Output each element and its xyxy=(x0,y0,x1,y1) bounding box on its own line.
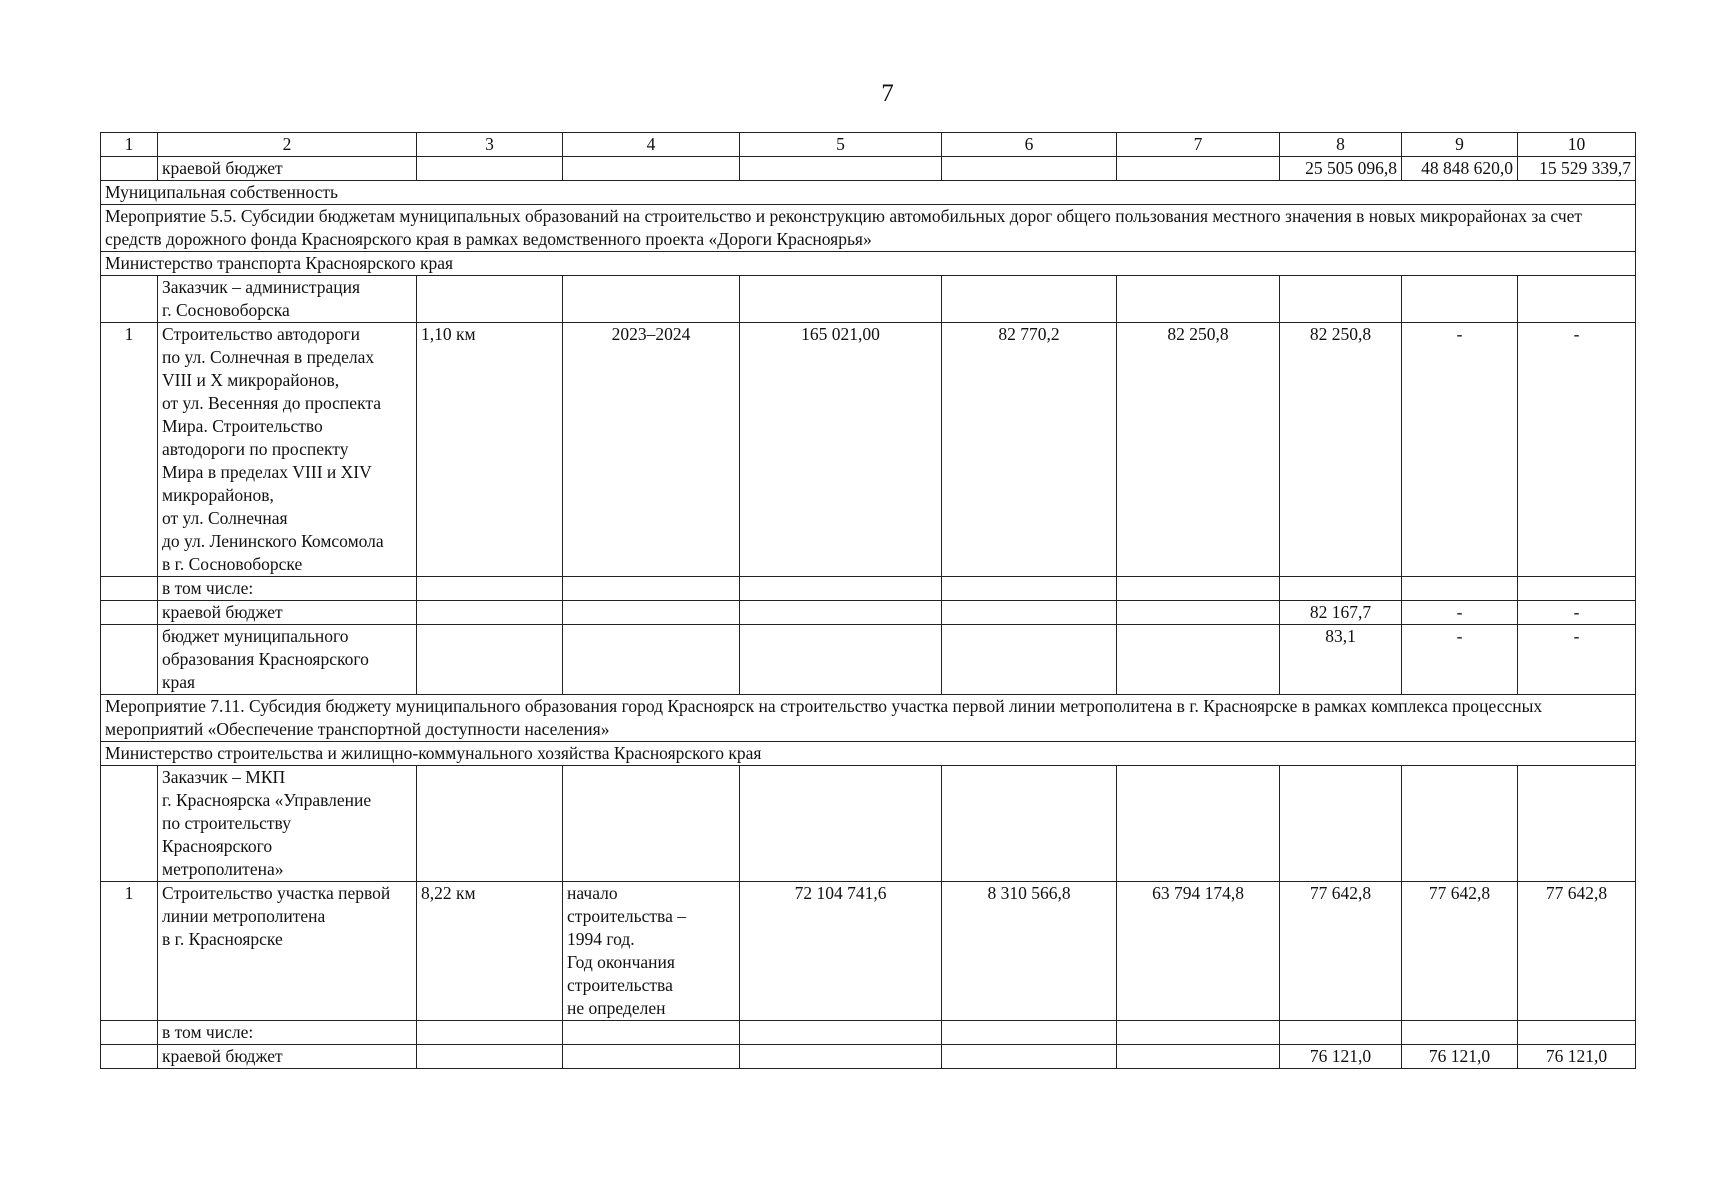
customer-label: Заказчик – администрация г. Сосновоборска xyxy=(158,276,417,323)
value-cell: 72 104 741,6 xyxy=(740,882,942,1021)
value-cell: 76 121,0 xyxy=(1280,1045,1402,1069)
budget-table xyxy=(100,132,1636,1069)
object-number: 1 xyxy=(101,882,158,1021)
value-cell: 76 121,0 xyxy=(1402,1045,1518,1069)
value-cell: 63 794 174,8 xyxy=(1117,882,1280,1021)
table-row xyxy=(101,577,1636,601)
value-cell: 15 529 339,7 xyxy=(1518,157,1636,181)
period-cell: 2023–2024 xyxy=(563,323,740,577)
table-row xyxy=(101,276,1636,323)
header-cell: 8 xyxy=(1280,133,1402,157)
value-cell: 77 642,8 xyxy=(1280,882,1402,1021)
value-cell: - xyxy=(1518,625,1636,695)
table-row xyxy=(101,1045,1636,1069)
header-cell: 5 xyxy=(740,133,942,157)
value-cell: - xyxy=(1518,323,1636,577)
object-name: Строительство автодороги по ул. Солнечная в пределах VIII и X микрорайонов, от ул. Весенняя до проспекта Мира. Строительство автодороги по проспекту Мира в пределах VIII и XIV микрорайонов, от ул. Солнечная до ул. Ленинского Комсомола в г. Сосновоборске xyxy=(158,323,417,577)
value-cell: 83,1 xyxy=(1280,625,1402,695)
header-cell: 7 xyxy=(1117,133,1280,157)
value-cell: 8 310 566,8 xyxy=(942,882,1117,1021)
section-row xyxy=(101,252,1636,276)
header-cell: 3 xyxy=(417,133,563,157)
measure-heading: Мероприятие 5.5. Субсидии бюджетам муниципальных образований на строительство и реконструкцию автомобильных дорог общего пользования местного значения в новых микрорайонах за счет средств дорожного фонда Красноярского края в рамках ведомственного проекта «Дороги Красноярья» xyxy=(101,205,1636,252)
capacity-cell: 1,10 км xyxy=(417,323,563,577)
table-row xyxy=(101,882,1636,1021)
row-label: краевой бюджет xyxy=(158,1045,417,1069)
value-cell: - xyxy=(1402,601,1518,625)
value-cell: - xyxy=(1518,601,1636,625)
row-label: краевой бюджет xyxy=(158,601,417,625)
ownership-heading: Муниципальная собственность xyxy=(101,181,1636,205)
row-label: в том числе: xyxy=(158,577,417,601)
page-number: 7 xyxy=(881,80,894,107)
section-row xyxy=(101,181,1636,205)
section-row xyxy=(101,205,1636,252)
customer-label: Заказчик – МКП г. Красноярска «Управление по строительству Красноярского метрополитена» xyxy=(158,766,417,882)
value-cell: 82 250,8 xyxy=(1117,323,1280,577)
header-cell: 2 xyxy=(158,133,417,157)
object-name: Строительство участка первой линии метрополитена в г. Красноярске xyxy=(158,882,417,1021)
section-row xyxy=(101,695,1636,742)
header-cell: 10 xyxy=(1518,133,1636,157)
period-cell: начало строительства – 1994 год. Год окончания строительства не определен xyxy=(563,882,740,1021)
value-cell: - xyxy=(1402,323,1518,577)
value-cell: 77 642,8 xyxy=(1518,882,1636,1021)
value-cell: 48 848 620,0 xyxy=(1402,157,1518,181)
table-row xyxy=(101,766,1636,882)
value-cell: 82 167,7 xyxy=(1280,601,1402,625)
row-label: в том числе: xyxy=(158,1021,417,1045)
table-row xyxy=(101,601,1636,625)
value-cell: 82 250,8 xyxy=(1280,323,1402,577)
value-cell: 25 505 096,8 xyxy=(1280,157,1402,181)
capacity-cell: 8,22 км xyxy=(417,882,563,1021)
column-number-row xyxy=(101,133,1636,157)
header-cell: 9 xyxy=(1402,133,1518,157)
value-cell: - xyxy=(1402,625,1518,695)
value-cell: 165 021,00 xyxy=(740,323,942,577)
header-cell: 4 xyxy=(563,133,740,157)
table-row xyxy=(101,625,1636,695)
header-cell: 1 xyxy=(101,133,158,157)
value-cell: 76 121,0 xyxy=(1518,1045,1636,1069)
ministry-heading: Министерство строительства и жилищно-коммунального хозяйства Красноярского края xyxy=(101,742,1636,766)
measure-heading: Мероприятие 7.11. Субсидия бюджету муниципального образования город Красноярск на строительство участка первой линии метрополитена в г. Красноярске в рамках комплекса процессных мероприятий «Обеспечение транспортной доступности населения» xyxy=(101,695,1636,742)
value-cell: 82 770,2 xyxy=(942,323,1117,577)
row-label: краевой бюджет xyxy=(158,157,417,181)
table-row xyxy=(101,157,1636,181)
ministry-heading: Министерство транспорта Красноярского края xyxy=(101,252,1636,276)
table-row xyxy=(101,1021,1636,1045)
table-row xyxy=(101,323,1636,577)
row-label: бюджет муниципального образования Красноярского края xyxy=(158,625,417,695)
value-cell: 77 642,8 xyxy=(1402,882,1518,1021)
section-row xyxy=(101,742,1636,766)
header-cell: 6 xyxy=(942,133,1117,157)
object-number: 1 xyxy=(101,323,158,577)
